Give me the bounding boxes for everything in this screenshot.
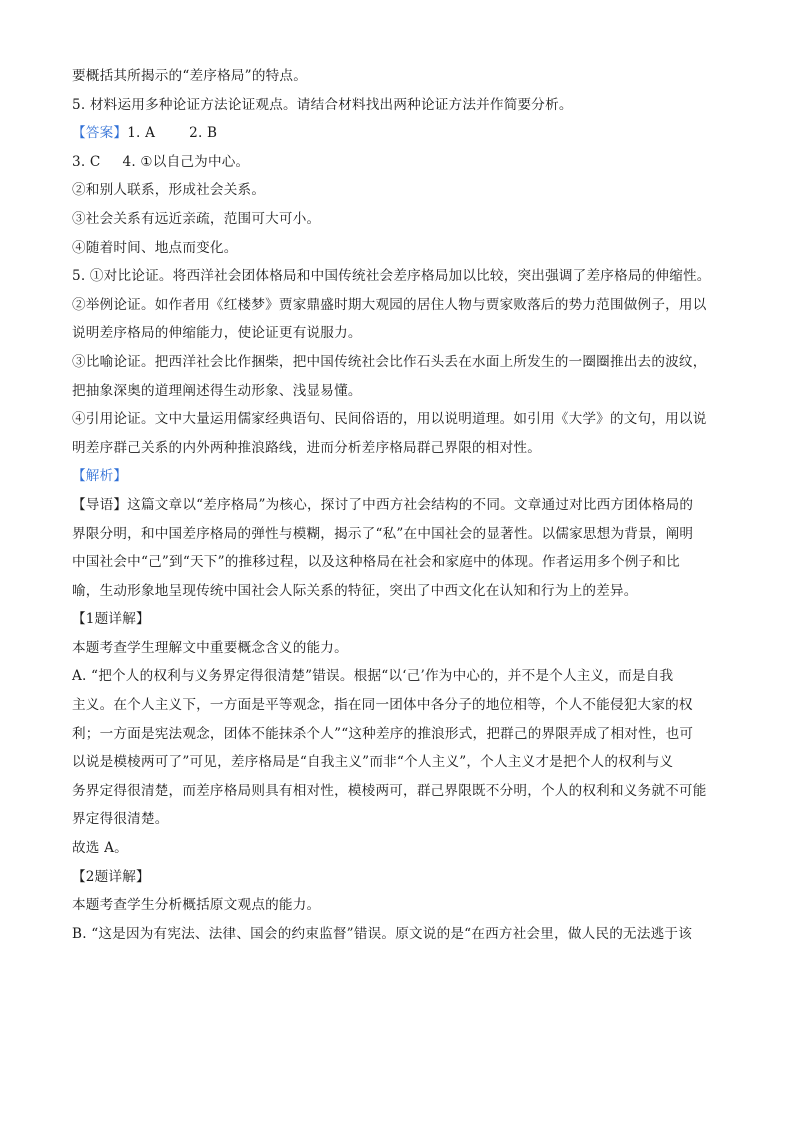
- q1-line: 主义。在个人主义下，一方面是平等观念，指在同一团体中各分子的地位相等，个人不能侵犯大家的权: [72, 697, 693, 714]
- question-1-detail-heading: 【1题详解】: [72, 611, 150, 628]
- question-5: 5. 材料运用多种论证方法论证观点。请结合材料找出两种论证方法并作简要分析。: [72, 96, 573, 113]
- q2-line: 本题考查学生分析概括原文观点的能力。: [72, 897, 321, 914]
- intro-line: 中国社会中“己”到“天下”的推移过程，以及这种格局在社会和家庭中的体现。作者运用多个例子和比: [72, 554, 680, 571]
- answer-5-point-3: ③比喻论证。把西洋社会比作捆柴，把中国传统社会比作石头丢在水面上所发生的一圈圈推出去的波纹，: [72, 353, 707, 370]
- answer-tag: 【答案】: [72, 125, 128, 142]
- answer-1: 1. A: [127, 125, 156, 142]
- answer-5-point-1: 5. ①对比论证。将西洋社会团体格局和中国传统社会差序格局加以比较，突出强调了差序格局的伸缩性。: [72, 268, 711, 285]
- answer-4-point-4: ④随着时间、地点而变化。: [72, 239, 238, 256]
- analysis-tag: 【解析】: [72, 468, 128, 485]
- intro-line: 【导语】这篇文章以“差序格局”为核心，探讨了中西方社会结构的不同。文章通过对比西方团体格局的: [72, 496, 694, 513]
- answer-4-point-2: ②和别人联系，形成社会关系。: [72, 182, 266, 199]
- document-page: [72, 62, 722, 948]
- analysis-heading: [72, 462, 722, 491]
- answer-5-point-4-cont: 明差序群己关系的内外两种推浪路线，进而分析差序格局群己界限的相对性。: [72, 439, 541, 456]
- answer-5-point-2-cont: 说明差序格局的伸缩能力，使论证更有说服力。: [72, 325, 362, 342]
- question-line: 要概括其所揭示的“差序格局”的特点。: [72, 68, 307, 84]
- answer-2: 2. B: [189, 125, 218, 142]
- intro-line: 界限分明，和中国差序格局的弹性与模糊，揭示了“私”在中国社会的显著性。以儒家思想为背景，阐明: [72, 525, 694, 542]
- q1-line: 界定得很清楚。: [72, 811, 169, 828]
- answer-3: 3. C: [72, 153, 101, 170]
- answer-5-point-4: ④引用论证。文中大量运用儒家经典语句、民间俗语的，用以说明道理。如引用《大学》的文句，用以说: [72, 411, 707, 428]
- answer-5-point-2: ②举例论证。如作者用《红楼梦》贾家鼎盛时期大观园的居住人物与贾家败落后的势力范围做例子，用以: [72, 296, 707, 313]
- q1-line: 本题考查学生理解文中重要概念含义的能力。: [72, 639, 348, 656]
- q1-line: A. “把个人的权利与义务界定得很清楚”错误。根据“以‘己’作为中心的，并不是个人主义，而是自我: [72, 668, 674, 685]
- intro-line: 喻，生动形象地呈现传统中国社会人际关系的特征，突出了中西文化在认知和行为上的差异。: [72, 582, 638, 599]
- answer-4-point-3: ③社会关系有远近亲疏，范围可大可小。: [72, 210, 321, 227]
- answer-5-point-3-cont: 把抽象深奥的道理阐述得生动形象、浅显易懂。: [72, 382, 362, 399]
- answer-row-2: [72, 148, 722, 177]
- q1-line: 利；一方面是宪法观念，团体不能抹杀个人”“这种差序的推浪形式，把群己的界限弄成了相对性，也可: [72, 725, 694, 742]
- answer-4: 4. ①以自己为中心。: [122, 153, 250, 170]
- q1-conclusion: 故选 A。: [72, 840, 128, 857]
- q2-line: B. “这是因为有宪法、法律、国会的约束监督”错误。原文说的是“在西方社会里，做人民的无法逃于该: [72, 925, 693, 942]
- q1-line: 以说是模棱两可了”可见，差序格局是“自我主义”而非“个人主义”，个人主义才是把个人的权利与义: [72, 754, 674, 771]
- question-2-detail-heading: 【2题详解】: [72, 868, 150, 885]
- answer-row-1: [72, 119, 722, 148]
- q1-line: 务界定得很清楚，而差序格局则具有相对性，模棱两可，群己界限既不分明，个人的权利和义务就不可能: [72, 782, 707, 799]
